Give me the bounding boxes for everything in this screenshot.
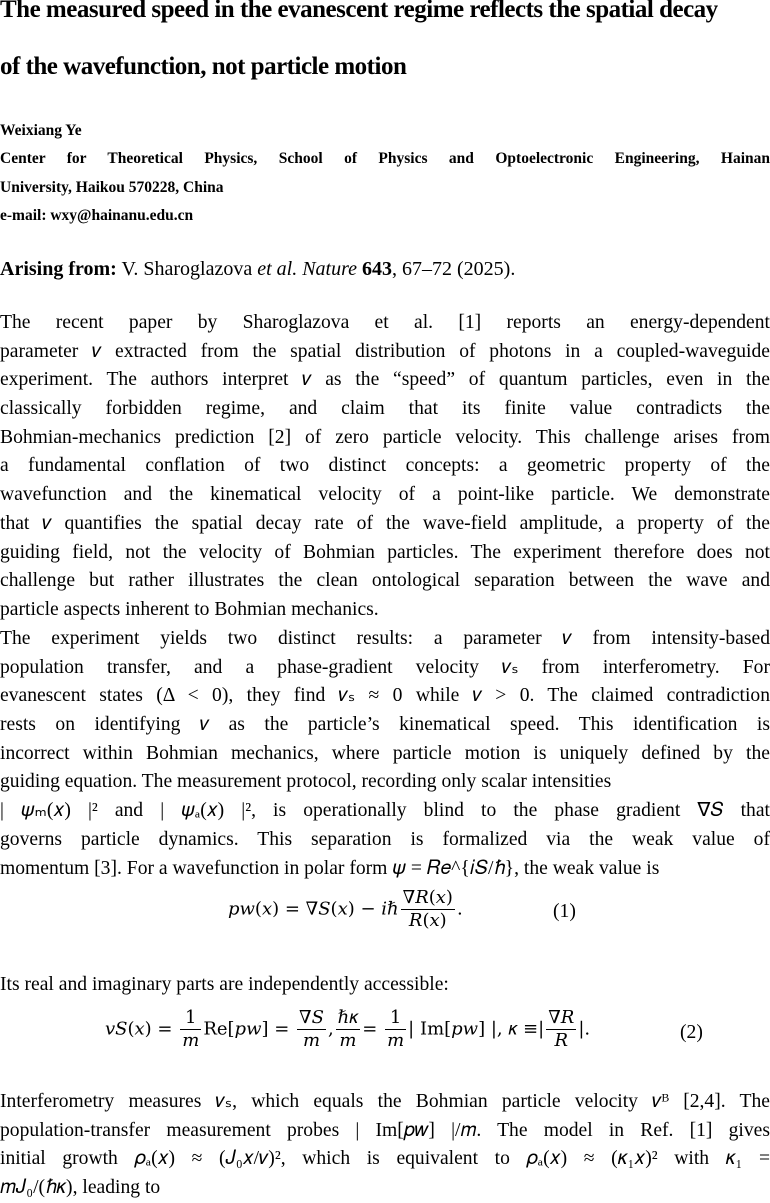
- p1-line: particle aspects inherent to Bohmian mechanics.: [0, 598, 379, 620]
- eq2-intro: [0, 971, 770, 1000]
- title-line-2: of the wavefunction, not particle motion: [0, 53, 407, 80]
- p1-line: parameter 𝑣 extracted from the spatial distribution of photons in a coupled-waveguide: [0, 340, 770, 362]
- eq2-den: 𝑅: [554, 1030, 569, 1051]
- eq1-lhs: 𝑝𝑤(𝑥) = ∇𝑆(𝑥) − 𝑖ℏ: [228, 898, 399, 920]
- p3-line: population-transfer measurement probes | Im[𝑝𝑤] |/𝑚. The model in Ref. [1] gives: [0, 1119, 770, 1141]
- p1-line: classically forbidden regime, and claim that its finite value contradicts the: [0, 398, 770, 420]
- eq2-den: 𝑚: [387, 1030, 405, 1051]
- eq1-numerator: ∇𝑅(𝑥): [402, 887, 453, 908]
- p2-line: population transfer, and a phase-gradient velocity 𝑣ₛ from interferometry. For: [0, 656, 770, 678]
- p1-line: Bohmian-mechanics prediction [2] of zero particle velocity. This challenge arises from: [0, 426, 770, 448]
- eq2-num: ∇𝑅: [548, 1007, 575, 1028]
- p2-line: | 𝜓ₘ(𝑥) |² and | 𝜓ₐ(𝑥) |², is operationally blind to the phase gradient ∇𝑆 that: [0, 800, 770, 822]
- p2-line: momentum [3]. For a wavefunction in polar form 𝜓 = 𝑅𝑒^{𝑖𝑆/ℏ}, the weak value is: [0, 857, 660, 879]
- p1-line: experiment. The authors interpret 𝑣 as the “speed” of quantum particles, even in the: [0, 369, 770, 391]
- p1-line: challenge but rather illustrates the clean ontological separation between the wave and: [0, 570, 770, 592]
- eq2-den: 𝑚: [182, 1030, 200, 1051]
- affiliation-line-1: Center for Theoretical Physics, School of Physics and Optoelectronic Engineering, Hainan: [0, 150, 770, 167]
- p2-line: rests on identifying 𝑣 as the particle’s kinematical speed. This identification is: [0, 714, 770, 736]
- eq1-tail: .: [456, 898, 463, 920]
- arising-authors: V. Sharoglazova: [121, 258, 253, 280]
- arising-pages: , 67–72 (2025).: [392, 258, 516, 280]
- eq2-num: 1: [180, 1007, 201, 1030]
- equation-1: [228, 887, 463, 932]
- eq2-part: |.: [578, 1018, 591, 1040]
- p1-line: that 𝑣 quantifies the spatial decay rate of the wave-field amplitude, a property of the: [0, 512, 770, 534]
- arising-label: Arising from:: [0, 258, 117, 280]
- eq2-fraction: [336, 1007, 361, 1052]
- affiliation-line-2: University, Haikou 570228, China: [0, 179, 224, 196]
- author-name: Weixiang Ye: [0, 122, 82, 139]
- eq2-part: 𝑣𝑆(𝑥) =: [105, 1018, 173, 1040]
- eq2-num: ℏ𝜅: [337, 1007, 359, 1028]
- equation-1-number: (1): [553, 901, 576, 922]
- p2-line: incorrect within Bohmian mechanics, where particle motion is uniquely defined by the: [0, 742, 770, 764]
- eq2-fraction: [546, 1007, 576, 1052]
- eq2-num: ∇𝑆: [299, 1007, 324, 1028]
- p1-line: wavefunction and the kinematical velocity of a point-like particle. We demonstrate: [0, 484, 770, 506]
- eq2-den: 𝑚: [302, 1030, 321, 1051]
- paragraph-2: [0, 625, 770, 883]
- author-email: e-mail: wxy@hainanu.edu.cn: [0, 207, 194, 224]
- p1-line: a fundamental conflation of two distinct concepts: a geometric property of the: [0, 455, 770, 477]
- p2-line: governs particle dynamics. This separation is formalized via the weak value of: [0, 828, 770, 850]
- eq2-den: 𝑚: [339, 1030, 357, 1051]
- p1-line: guiding field, not the velocity of Bohmian particles. The experiment therefore does not: [0, 541, 770, 563]
- p3-line: initial growth 𝜌ₐ(𝑥) ≈ (𝐽₀𝑥/𝑣)², which is equivalent to 𝜌ₐ(𝑥) ≈ (𝜅₁𝑥)² with 𝜅₁ =: [0, 1148, 770, 1170]
- p1-line: The recent paper by Sharoglazova et al. [1] reports an energy-dependent: [0, 312, 770, 333]
- eq2-fraction: [297, 1007, 326, 1052]
- eq2-intro-line: Its real and imaginary parts are independently accessible:: [0, 974, 449, 995]
- eq2-part: Re[𝑝𝑤] =: [203, 1018, 290, 1040]
- eq2-part: | Im[𝑝𝑤] |, 𝜅 ≡|: [408, 1018, 545, 1040]
- p3-line: Interferometry measures 𝑣ₛ, which equals the Bohmian particle velocity 𝑣ᴮ [2,4]. The: [0, 1091, 770, 1112]
- eq2-num: 1: [385, 1007, 406, 1030]
- arising-from: [0, 258, 515, 281]
- title-line-1: The measured speed in the evanescent regime reflects the spatial decay: [0, 0, 718, 23]
- paragraph-1: [0, 309, 770, 625]
- eq2-fraction: [385, 1007, 406, 1052]
- eq1-denominator: 𝑅(𝑥): [408, 910, 447, 931]
- arising-volume: 643: [362, 258, 393, 280]
- equation-2: [105, 1007, 590, 1052]
- eq2-part: =: [362, 1018, 378, 1040]
- eq2-part: ,: [327, 1018, 334, 1040]
- p2-line: The experiment yields two distinct results: a parameter 𝑣 from intensity-based: [0, 628, 770, 649]
- arising-journal: et al. Nature: [257, 258, 358, 280]
- paragraph-3: [0, 1088, 770, 1203]
- p2-line: evanescent states (Δ < 0), they find 𝑣ₛ ≈ 0 while 𝑣 > 0. The claimed contradiction: [0, 685, 770, 707]
- p3-line: 𝑚𝐽₀/(ℏ𝜅), leading to: [0, 1177, 161, 1199]
- equation-2-number: (2): [680, 1022, 703, 1043]
- p2-line: guiding equation. The measurement protocol, recording only scalar intensities: [0, 771, 612, 793]
- eq1-fraction: [401, 887, 455, 932]
- eq2-fraction: [180, 1007, 201, 1052]
